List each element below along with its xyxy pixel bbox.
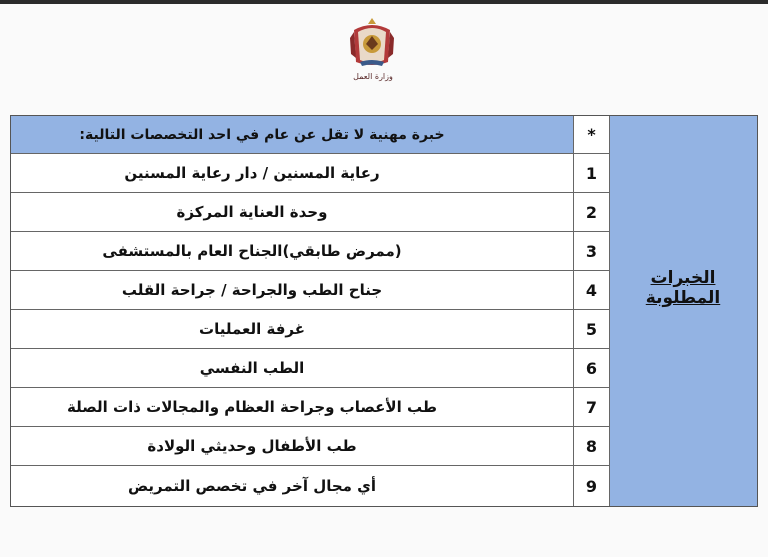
- table-row: [11, 154, 609, 193]
- row-number: 6: [573, 349, 609, 387]
- table-row: [11, 310, 609, 349]
- row-number: 8: [573, 427, 609, 465]
- row-text: طب الأعصاب وجراحة العظام والمجالات ذات الصلة: [67, 398, 437, 416]
- top-border: [0, 0, 768, 4]
- table-row: [11, 271, 609, 310]
- table-row: [11, 193, 609, 232]
- row-number: 4: [573, 271, 609, 309]
- table-row: [11, 349, 609, 388]
- jordan-coat-of-arms-icon: [342, 18, 402, 70]
- row-text: أي مجال آخر في تخصص التمريض: [127, 477, 377, 495]
- row-number: 2: [573, 193, 609, 231]
- section-label: الخبرات المطلوبة: [645, 268, 721, 308]
- table-header-row: [11, 116, 609, 154]
- table-row: [11, 232, 609, 271]
- row-number: 9: [573, 466, 609, 506]
- row-text: رعاية المسنين / دار رعاية المسنين: [124, 164, 380, 182]
- header-text: خبرة مهنية لا تقل عن عام في احد التخصصات التالية:: [79, 126, 445, 143]
- row-text: الطب النفسي: [199, 359, 305, 377]
- row-text: طب الأطفال وحديثي الولادة: [147, 437, 357, 455]
- section-label-cell: [609, 116, 757, 506]
- row-text: جناح الطب والجراحة / جراحة القلب: [121, 281, 383, 299]
- row-number: 1: [573, 154, 609, 192]
- table-row: [11, 466, 609, 506]
- row-number: 3: [573, 232, 609, 270]
- row-text: غرفة العمليات: [199, 320, 305, 338]
- table-row: [11, 427, 609, 466]
- header-marker: *: [573, 116, 609, 153]
- requirements-table: [10, 115, 758, 507]
- row-number: 7: [573, 388, 609, 426]
- ministry-name: وزارة العمل: [353, 72, 393, 81]
- row-number: 5: [573, 310, 609, 348]
- row-text: وحدة العناية المركزة: [176, 203, 328, 221]
- table-row: [11, 388, 609, 427]
- row-text: (ممرض طابقي)الجناح العام بالمستشفى: [102, 242, 402, 260]
